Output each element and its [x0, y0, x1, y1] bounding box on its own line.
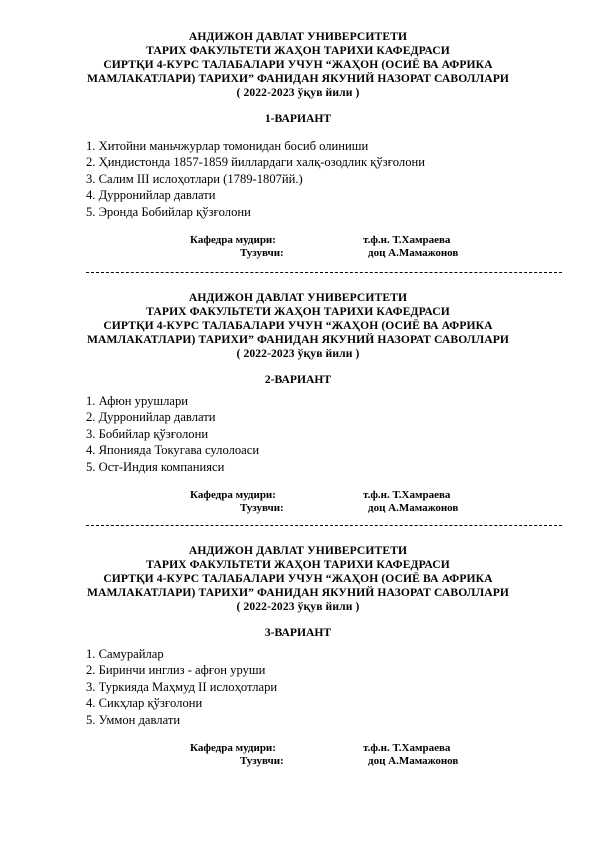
question-item: 3. Салим III ислоҳотлари (1789-1807йй.) — [86, 171, 303, 186]
academic-year: ( 2022-2023 ўқув йили ) — [236, 600, 360, 613]
author-title: Тузувчи: — [240, 247, 284, 260]
university-title: АНДИЖОН ДАВЛАТ УНИВЕРСИТЕТИ — [188, 30, 408, 43]
subject-line: МАМЛАКАТЛАРИ) ТАРИХИ” ФАНИДАН ЯКУНИЙ НАЗОРАТ САВОЛЛАРИ — [87, 333, 509, 346]
department-head-title: Кафедра мудири: — [190, 489, 276, 502]
question-item: 4. Сикҳлар қўзғолони — [86, 696, 203, 711]
variant-1-section — [0, 30, 596, 264]
variant-title: 2-ВАРИАНТ — [264, 373, 332, 386]
author-name: доц А.Мамажонов — [368, 502, 459, 515]
signature-block — [0, 742, 596, 772]
question-item: 2. Биринчи инглиз - афғон уруши — [86, 663, 266, 678]
subject-line: МАМЛАКАТЛАРИ) ТАРИХИ” ФАНИДАН ЯКУНИЙ НАЗОРАТ САВОЛЛАРИ — [87, 72, 509, 85]
author-name: доц А.Мамажонов — [368, 247, 459, 260]
department-head-name: т.ф.н. Т.Хамраева — [363, 489, 451, 502]
faculty-department: ТАРИХ ФАКУЛЬТЕТИ ЖАҲОН ТАРИХИ КАФЕДРАСИ — [146, 44, 450, 57]
section-divider — [86, 272, 562, 273]
question-item: 4. Дурронийлар давлати — [86, 188, 216, 203]
variant-title: 1-ВАРИАНТ — [264, 112, 332, 125]
university-title: АНДИЖОН ДАВЛАТ УНИВЕРСИТЕТИ — [188, 544, 408, 557]
course-line: СИРТҚИ 4-КУРС ТАЛАБАЛАРИ УЧУН “ЖАҲОН (ОСИЁ ВА АФРИКА — [103, 58, 493, 71]
course-line: СИРТҚИ 4-КУРС ТАЛАБАЛАРИ УЧУН “ЖАҲОН (ОСИЁ ВА АФРИКА — [103, 572, 493, 585]
question-item: 4. Японияда Токугава сулолоаси — [86, 443, 260, 458]
department-head-title: Кафедра мудири: — [190, 234, 276, 247]
question-item: 1. Хитойни маньчжурлар томонидан босиб олиниши — [86, 139, 369, 153]
university-title: АНДИЖОН ДАВЛАТ УНИВЕРСИТЕТИ — [188, 291, 408, 304]
question-item: 3. Туркияда Маҳмуд II ислоҳотлари — [86, 679, 278, 694]
course-line: СИРТҚИ 4-КУРС ТАЛАБАЛАРИ УЧУН “ЖАҲОН (ОСИЁ ВА АФРИКА — [103, 319, 493, 332]
question-item: 3. Бобийлар қўзғолони — [86, 426, 209, 441]
question-item: 5. Эронда Бобийлар қўзғолони — [86, 204, 251, 219]
variant-title: 3-ВАРИАНТ — [264, 626, 332, 639]
author-title: Тузувчи: — [240, 502, 284, 515]
section-divider — [86, 525, 562, 526]
signature-block — [0, 234, 596, 264]
question-list — [0, 138, 596, 220]
academic-year: ( 2022-2023 ўқув йили ) — [236, 347, 360, 360]
academic-year: ( 2022-2023 ўқув йили ) — [236, 86, 360, 99]
question-list — [0, 646, 596, 728]
department-head-name: т.ф.н. Т.Хамраева — [363, 234, 451, 247]
question-item: 2. Дурронийлар давлати — [86, 410, 216, 425]
question-item: 1. Афюн урушлари — [86, 394, 188, 408]
signature-block — [0, 489, 596, 519]
department-head-name: т.ф.н. Т.Хамраева — [363, 742, 451, 755]
author-title: Тузувчи: — [240, 755, 284, 768]
question-item: 2. Ҳиндистонда 1857-1859 йиллардаги халқ-озодлик қўзғолони — [86, 155, 425, 170]
subject-line: МАМЛАКАТЛАРИ) ТАРИХИ” ФАНИДАН ЯКУНИЙ НАЗОРАТ САВОЛЛАРИ — [87, 586, 509, 599]
question-item: 5. Ост-Индия компанияси — [86, 459, 225, 474]
question-item: 1. Самурайлар — [86, 647, 164, 661]
question-list — [0, 393, 596, 475]
faculty-department: ТАРИХ ФАКУЛЬТЕТИ ЖАҲОН ТАРИХИ КАФЕДРАСИ — [146, 558, 450, 571]
faculty-department: ТАРИХ ФАКУЛЬТЕТИ ЖАҲОН ТАРИХИ КАФЕДРАСИ — [146, 305, 450, 318]
variant-3-section — [0, 544, 596, 772]
question-item: 5. Уммон давлати — [86, 712, 181, 727]
department-head-title: Кафедра мудири: — [190, 742, 276, 755]
author-name: доц А.Мамажонов — [368, 755, 459, 768]
variant-2-section — [0, 291, 596, 519]
